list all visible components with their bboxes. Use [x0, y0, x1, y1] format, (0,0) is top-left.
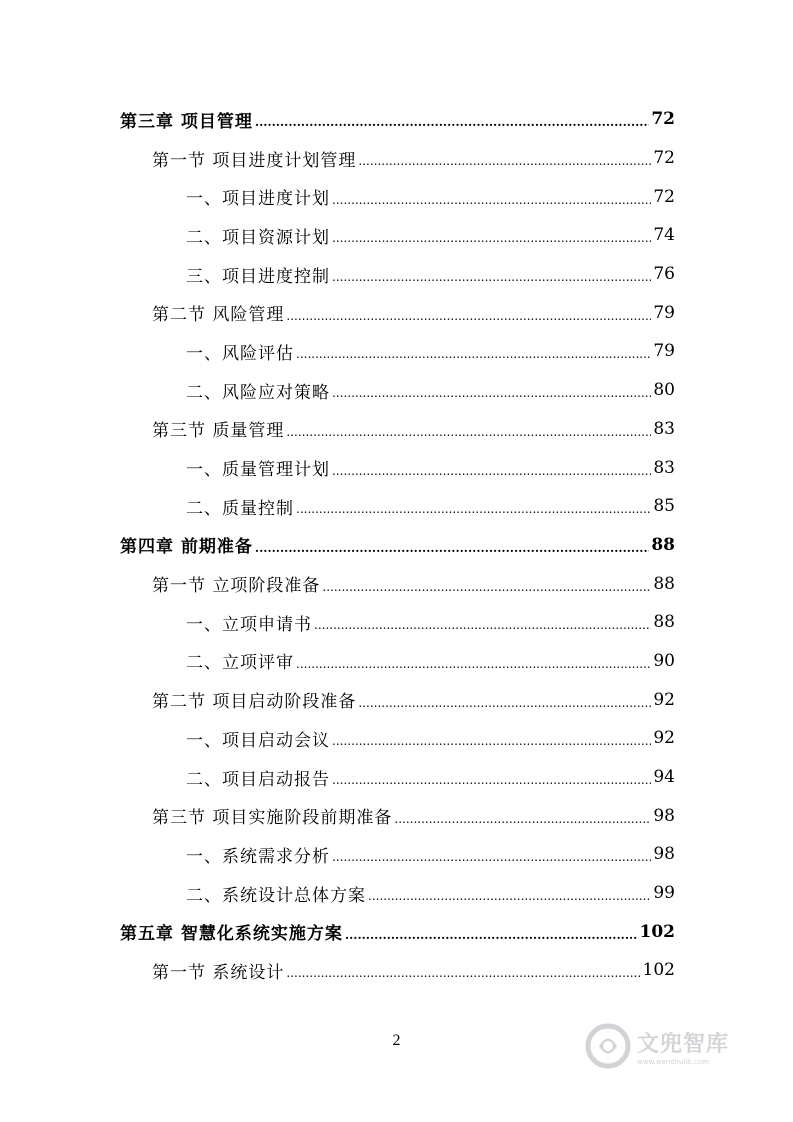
toc-entry-page: 80	[653, 380, 675, 401]
toc-leader-dots	[368, 884, 651, 902]
toc-entry-title: 三、项目进度控制	[186, 266, 330, 287]
toc-entry-page: 92	[653, 689, 675, 710]
toc-entry[interactable]	[186, 642, 675, 681]
toc-leader-dots	[286, 420, 651, 438]
toc-entry[interactable]	[152, 139, 675, 178]
toc-entry[interactable]	[152, 410, 675, 449]
toc-entry-page: 85	[653, 496, 675, 517]
toc-entry-page: 79	[653, 302, 675, 323]
toc-leader-dots	[314, 613, 651, 631]
toc-leader-dots	[332, 226, 651, 244]
toc-leader-dots	[332, 188, 651, 206]
toc-entry[interactable]	[152, 293, 675, 332]
toc-entry-title: 第一节 立项阶段准备	[152, 576, 321, 597]
toc-entry[interactable]	[186, 216, 675, 255]
toc-entry[interactable]	[186, 719, 675, 758]
toc-leader-dots	[296, 342, 651, 360]
toc-entry[interactable]	[152, 796, 675, 835]
toc-entry-title: 第五章 智慧化系统实施方案	[120, 924, 343, 945]
toc-entry[interactable]	[120, 526, 675, 565]
toc-entry-title: 一、质量管理计划	[186, 460, 330, 481]
toc-entry[interactable]	[186, 448, 675, 487]
toc-entry[interactable]	[186, 603, 675, 642]
toc-entry-title: 二、项目启动报告	[186, 769, 330, 790]
toc-entry-title: 一、风险评估	[186, 343, 294, 364]
toc-entry[interactable]	[186, 835, 675, 874]
toc-leader-dots	[296, 497, 651, 515]
toc-entry-title: 二、质量控制	[186, 498, 294, 519]
toc-entry-page: 102	[642, 960, 675, 981]
toc-entry-title: 第一节 项目进度计划管理	[152, 150, 357, 171]
toc-leader-dots	[255, 536, 649, 554]
toc-entry-title: 二、立项评审	[186, 653, 294, 674]
toc-entry[interactable]	[120, 100, 675, 139]
toc-entry-title: 一、立项申请书	[186, 614, 312, 635]
toc-entry-page: 83	[653, 457, 675, 478]
toc-leader-dots	[394, 807, 651, 825]
toc-leader-dots	[332, 845, 651, 863]
toc-entry-title: 第一节 系统设计	[152, 962, 285, 983]
watermark-swirl-icon	[585, 1023, 631, 1069]
toc-leader-dots	[286, 304, 651, 322]
toc-leader-dots	[296, 652, 651, 670]
toc-entry-page: 99	[653, 883, 675, 904]
toc-leader-dots	[332, 459, 651, 477]
toc-leader-dots	[332, 768, 651, 786]
toc-entry-page: 88	[651, 534, 675, 555]
toc-entry[interactable]	[186, 177, 675, 216]
toc-entry-title: 第二节 项目启动阶段准备	[152, 692, 357, 713]
toc-entry-title: 一、项目启动会议	[186, 730, 330, 751]
toc-entry-page: 79	[653, 341, 675, 362]
toc-entry-page: 98	[653, 805, 675, 826]
toc-entry-title: 第四章 前期准备	[120, 537, 253, 558]
toc-entry-page: 76	[653, 264, 675, 285]
toc-leader-dots	[358, 149, 651, 167]
toc-entry-title: 二、项目资源计划	[186, 227, 330, 248]
toc-leader-dots	[358, 691, 651, 709]
toc-entry-title: 二、系统设计总体方案	[186, 885, 366, 906]
toc-leader-dots	[332, 381, 651, 399]
toc-entry-title: 第二节 风险管理	[152, 305, 285, 326]
toc-entry[interactable]	[152, 951, 675, 990]
table-of-contents	[0, 100, 793, 990]
toc-entry[interactable]	[186, 758, 675, 797]
toc-leader-dots	[255, 110, 649, 128]
toc-leader-dots	[332, 729, 651, 747]
toc-entry-title: 一、系统需求分析	[186, 846, 330, 867]
toc-entry-page: 88	[653, 612, 675, 633]
toc-entry[interactable]	[186, 332, 675, 371]
toc-leader-dots	[286, 961, 640, 979]
toc-leader-dots	[332, 265, 651, 283]
watermark-name: 文兜智库	[637, 1031, 730, 1057]
toc-entry-page: 90	[653, 650, 675, 671]
toc-entry-page: 92	[653, 728, 675, 749]
toc-entry[interactable]	[152, 564, 675, 603]
toc-entry-page: 98	[653, 844, 675, 865]
toc-entry-page: 94	[653, 767, 675, 788]
watermark-url: www.wendoulib.com	[637, 1057, 709, 1066]
page-number: 2	[392, 1032, 401, 1049]
toc-leader-dots	[345, 923, 638, 941]
toc-entry-page: 74	[653, 225, 675, 246]
toc-entry[interactable]	[186, 487, 675, 526]
watermark-logo	[585, 1018, 755, 1074]
toc-entry-page: 72	[651, 109, 675, 130]
toc-entry-page: 72	[653, 148, 675, 169]
toc-entry-title: 二、风险应对策略	[186, 382, 330, 403]
toc-entry-page: 83	[653, 418, 675, 439]
toc-entry-title: 第三节 质量管理	[152, 421, 285, 442]
toc-entry-page: 102	[639, 921, 675, 942]
toc-entry[interactable]	[152, 680, 675, 719]
toc-entry-title: 一、项目进度计划	[186, 189, 330, 210]
toc-entry-title: 第三章 项目管理	[120, 111, 253, 132]
toc-leader-dots	[322, 575, 651, 593]
toc-entry-page: 88	[653, 573, 675, 594]
toc-entry[interactable]	[120, 912, 675, 951]
toc-entry[interactable]	[186, 255, 675, 294]
toc-entry[interactable]	[186, 371, 675, 410]
toc-entry-page: 72	[653, 186, 675, 207]
toc-entry-title: 第三节 项目实施阶段前期准备	[152, 808, 393, 829]
toc-entry[interactable]	[186, 874, 675, 913]
